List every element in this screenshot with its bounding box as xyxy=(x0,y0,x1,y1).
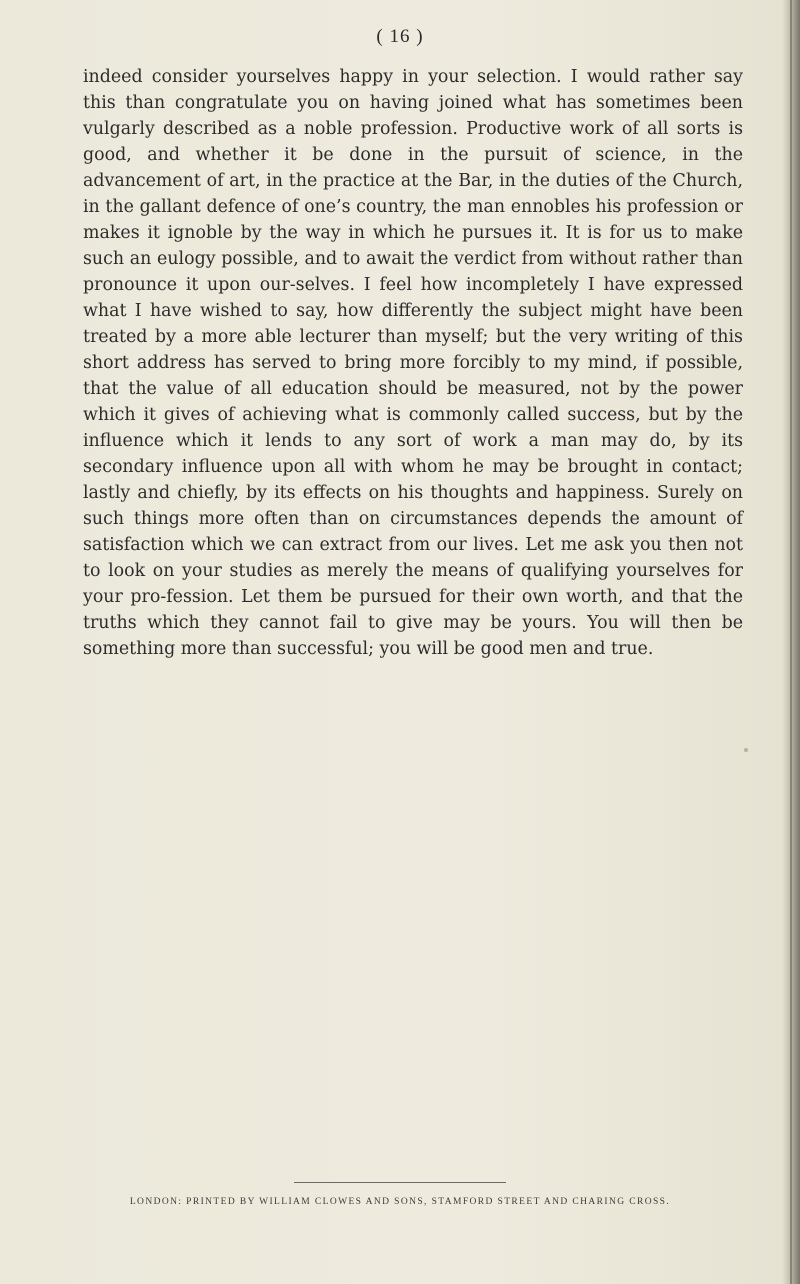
body-paragraph: indeed consider yourselves happy in your selection. I would rather say this than congratulate you on having joined what has sometimes been vulgarly described as a noble profession. Productive work of all sorts is good, and whether it be done in the pursuit of science, in the advancement of art, in the practice at the Bar, in the duties of the Church, in the gallant defence of one’s country, the man ennobles his profession or makes it ignoble by the way in which he pursues it. It is for us to make such an eulogy possible, and to await the verdict from without rather than pronounce it upon our-selves. I feel how incompletely I have expressed what I have wished to say, how differently the subject might have been treated by a more able lecturer than myself; but the very writing of this short address has served to bring more forcibly to my mind, if possible, that the value of all education should be measured, not by the power which it gives of achieving what is commonly called success, but by the influence which it lends to any sort of work a man may do, by its secondary influence upon all with whom he may be brought in contact; lastly and chiefly, by its effects on his thoughts and happiness. Surely on such things more often than on circumstances depends the amount of satisfaction which we can extract from our lives. Let me ask you then not to look on your studies as merely the means of qualifying yourselves for your pro-fession. Let them be pursued for their own worth, and that the truths which they cannot fail to give may be yours. You will then be something more than successful; you will be good men and true. xyxy=(83,67,743,659)
printer-imprint: LONDON: PRINTED BY WILLIAM CLOWES AND SONS, STAMFORD STREET AND CHARING CROSS. xyxy=(129,1197,671,1207)
page-number: ( 16 ) xyxy=(376,26,424,47)
page-edge-line xyxy=(790,0,792,1284)
paper-speck xyxy=(744,748,748,752)
footer-rule xyxy=(294,1182,506,1183)
